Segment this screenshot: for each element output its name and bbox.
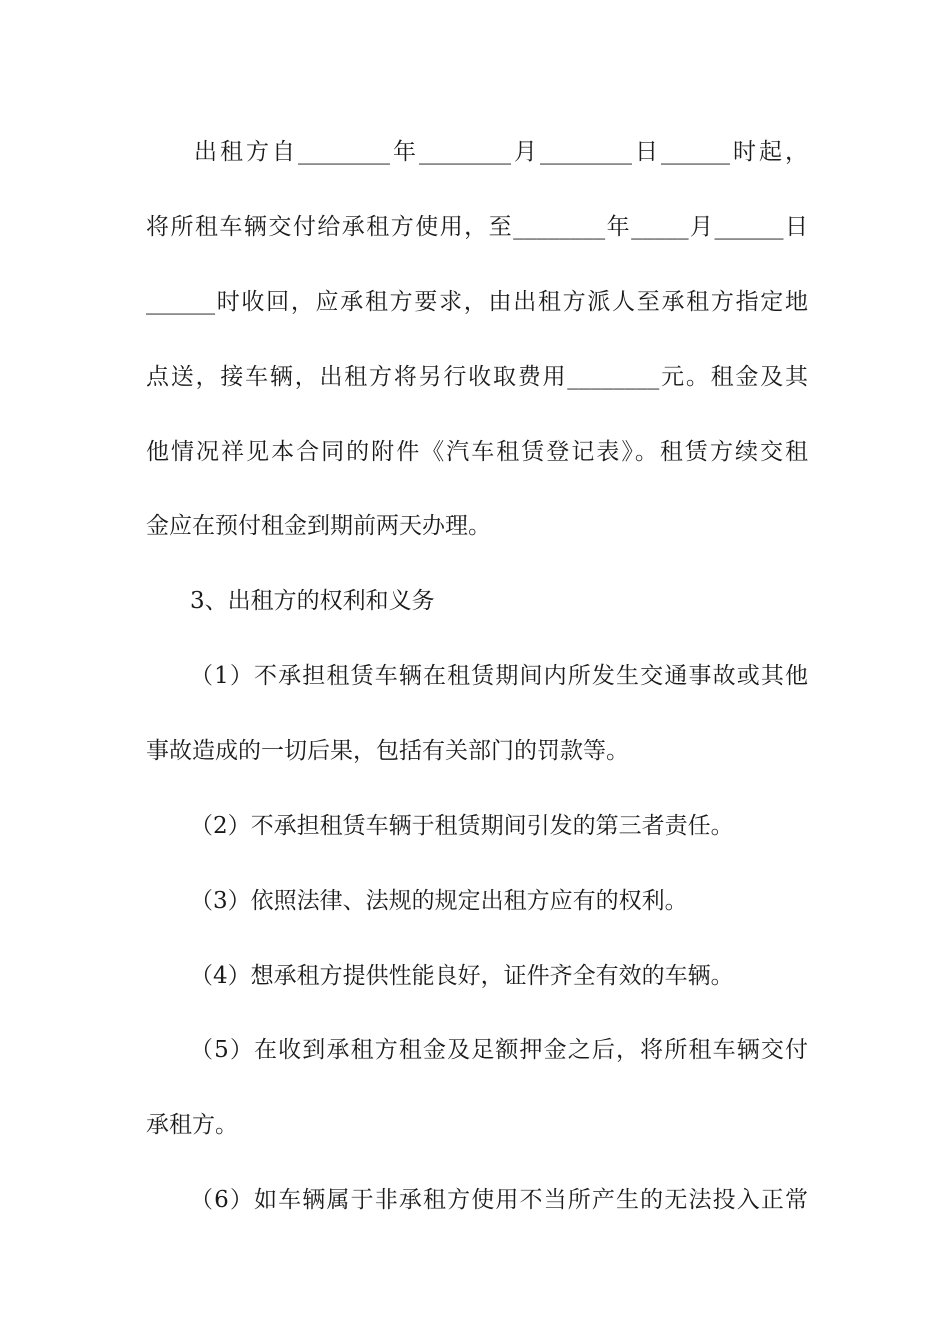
paragraph-line: 点送，接车辆，出租方将另行收取费用________元。租金及其 xyxy=(146,364,808,390)
list-item-continuation: 承租方。 xyxy=(146,1112,238,1138)
paragraph-line: 金应在预付租金到期前两天办理。 xyxy=(146,513,491,539)
paragraph-line: 出租方自________年________月________日______时起， xyxy=(194,139,808,165)
section-heading: 3、出租方的权利和义务 xyxy=(190,588,435,614)
list-item: （6）如车辆属于非承租方使用不当所产生的无法投入正常 xyxy=(190,1187,808,1213)
list-item: （1）不承担租赁车辆在租赁期间内所发生交通事故或其他 xyxy=(190,663,808,689)
list-item: （4）想承租方提供性能良好，证件齐全有效的车辆。 xyxy=(190,963,734,989)
paragraph-line: 他情况祥见本合同的附件《汽车租赁登记表》。租赁方续交租 xyxy=(146,439,808,465)
list-item: （5）在收到承租方租金及足额押金之后，将所租车辆交付 xyxy=(190,1037,808,1063)
list-item-continuation: 事故造成的一切后果，包括有关部门的罚款等。 xyxy=(146,738,629,764)
paragraph-line: 将所租车辆交付给承租方使用，至________年_____月______日 xyxy=(146,214,808,240)
list-item: （2）不承担租赁车辆于租赁期间引发的第三者责任。 xyxy=(190,813,734,839)
list-item: （3）依照法律、法规的规定出租方应有的权利。 xyxy=(190,888,688,914)
paragraph-line: ______时收回，应承租方要求，由出租方派人至承租方指定地 xyxy=(146,289,808,315)
